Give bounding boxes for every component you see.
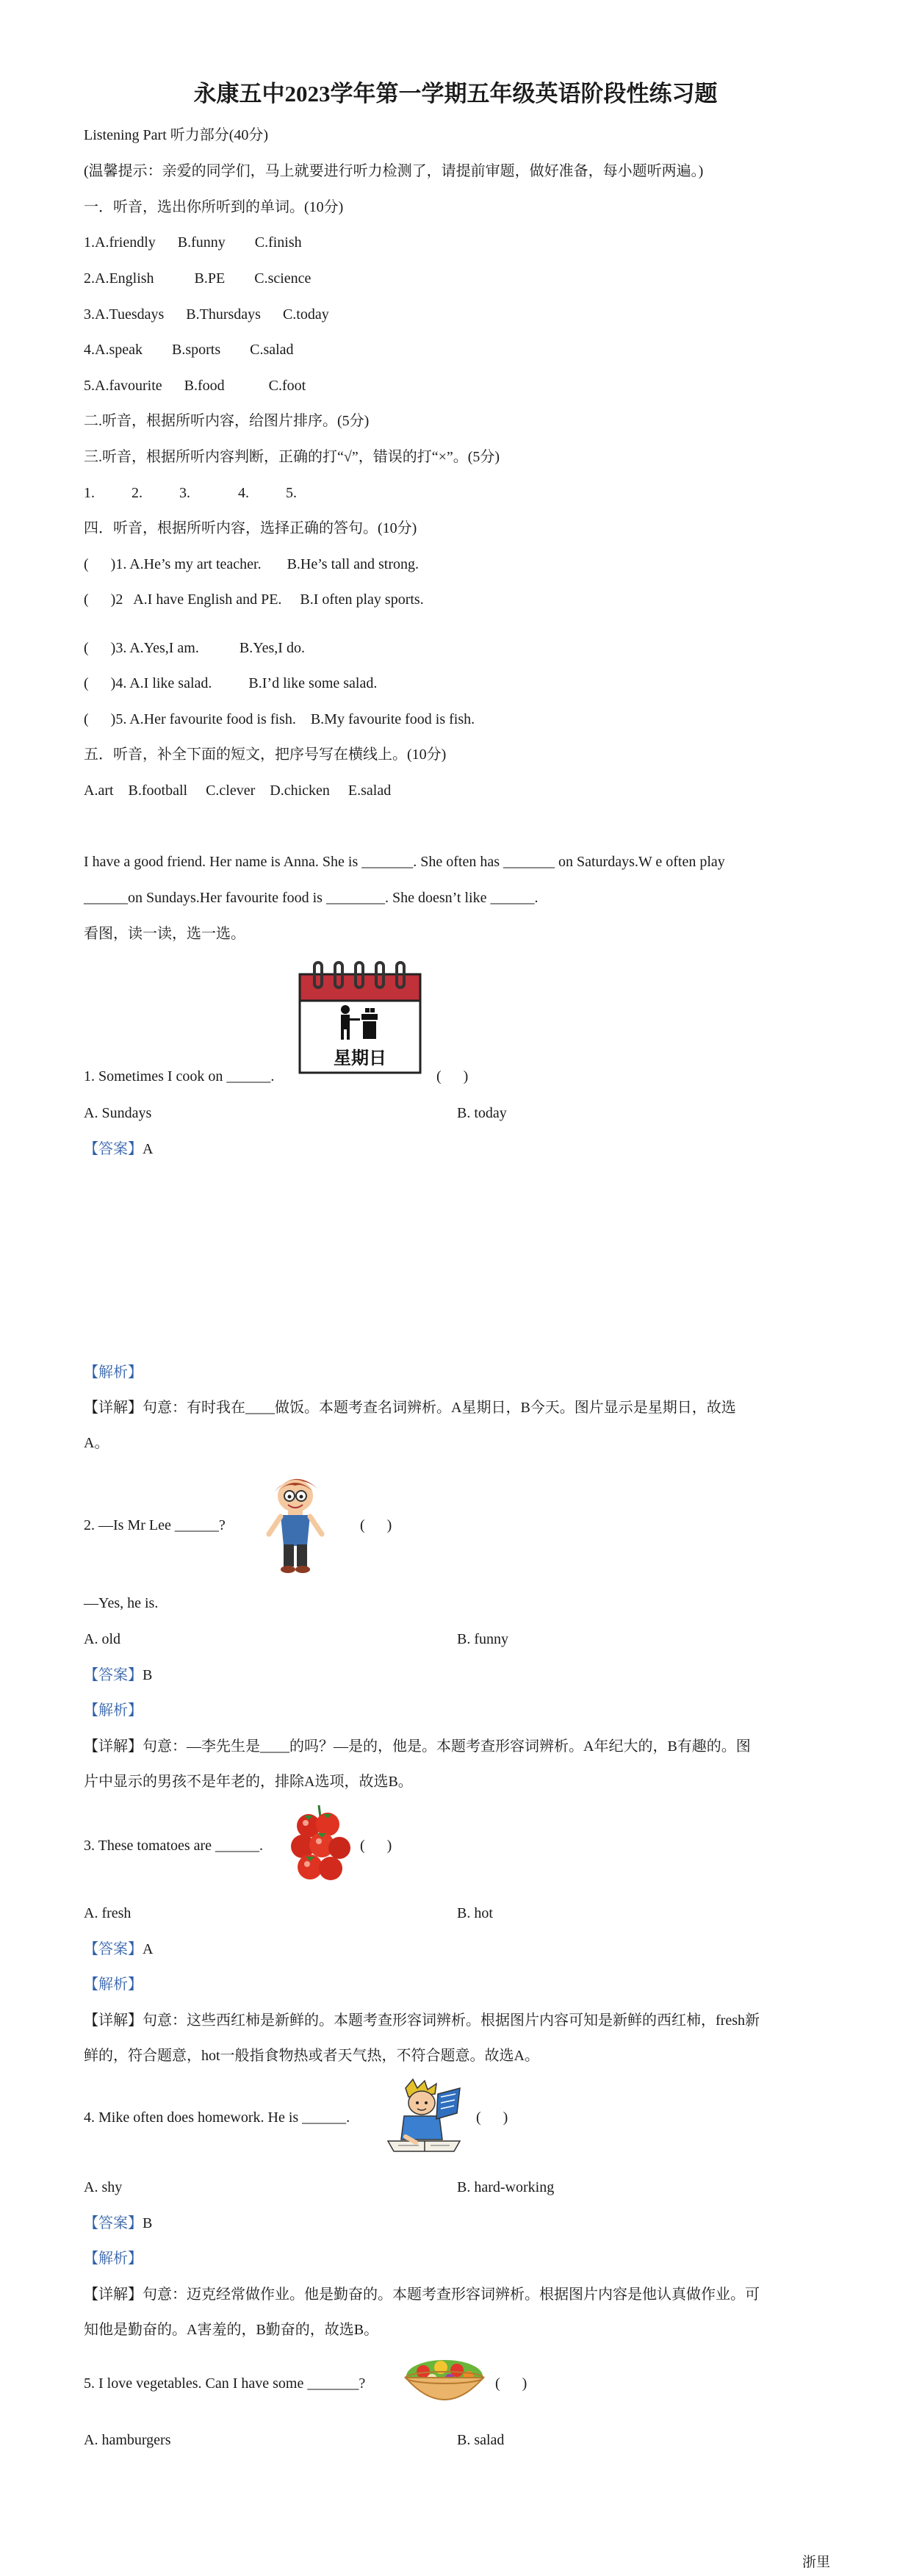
calendar-label: 星期日 xyxy=(334,1048,386,1068)
q2-detail: 句意：—李先生是____的吗？—是的，他是。本题考查形容词辨析。A年纪大的，B有趣的。图 xyxy=(143,1738,751,1755)
s1-item: 2.A.English B.PE C.science xyxy=(84,270,312,287)
section-2-title: 二.听音，根据所听内容，给图片排序。(5分) xyxy=(84,413,370,429)
s4-item: ( )5. A.Her favourite food is fish. B.My favourite food is fish. xyxy=(84,711,475,727)
calendar-sunday-image xyxy=(297,961,423,1076)
s4-item: ( )1. A.He’s my art teacher. B.He’s tall and strong. xyxy=(84,556,420,572)
q2-stem: 2. —Is Mr Lee ______? xyxy=(84,1517,226,1533)
q5-option-b: B. salad xyxy=(457,2432,505,2448)
s1-item: 3.A.Tuesdays B.Thursdays C.today xyxy=(84,306,329,323)
q1-answer: A xyxy=(143,1141,154,1157)
q4-detail: 知他是勤奋的。A害羞的，B勤奋的，故选B。 xyxy=(84,2322,379,2338)
q5-answer-paren: ( ) xyxy=(495,2375,527,2392)
detail-tag: 【详解】 xyxy=(84,2287,143,2303)
q4-option-a: A. shy xyxy=(84,2179,123,2195)
s4-item: ( )4. A.I like salad. B.I’d like some salad. xyxy=(84,675,378,691)
detail-tag: 【详解】 xyxy=(84,1400,143,1416)
passage-line: I have a good friend. Her name is Anna. She is _______. She often has _______ on Saturdays.W e often play xyxy=(84,854,725,870)
page-title: 永康五中2023学年第一学期五年级英语阶段性练习题 xyxy=(193,81,718,107)
q5-stem: 5. I love vegetables. Can I have some _______? xyxy=(84,2375,366,2392)
q2-reply: —Yes, he is. xyxy=(84,1595,159,1611)
section-3-title: 三.听音，根据所听内容判断，正确的打“√”，错误的打“×”。(5分) xyxy=(84,449,500,465)
listening-part-header: Listening Part 听力部分(40分) xyxy=(84,127,269,143)
section-3-numbers: 1. 2. 3. 4. 5. xyxy=(84,485,297,501)
q5-option-a: A. hamburgers xyxy=(84,2432,171,2448)
q2-answer: B xyxy=(143,1667,153,1683)
s4-item: ( )3. A.Yes,I am. B.Yes,I do. xyxy=(84,640,305,656)
tomatoes-image xyxy=(287,1801,353,1892)
s1-item: 5.A.favourite B.food C.foot xyxy=(84,378,306,394)
q2-option-b: B. funny xyxy=(457,1631,508,1647)
q1-detail: 句意：有时我在____做饭。本题考查名词辨析。A星期日，B今天。图片显示是星期日，故选 xyxy=(143,1400,736,1416)
answer-tag: 【答案】 xyxy=(84,2215,143,2231)
s4-item: ( )2 A.I have English and PE. B.I often play sports. xyxy=(84,591,424,608)
analysis-tag: 【解析】 xyxy=(84,1976,143,1993)
salad-bowl-image xyxy=(401,2351,488,2413)
analysis-tag: 【解析】 xyxy=(84,2251,143,2267)
q4-detail: 句意：迈克经常做作业。他是勤奋的。本题考查形容词辨析。根据图片内容是他认真做作业。可 xyxy=(143,2287,760,2303)
q1-detail: A。 xyxy=(84,1435,109,1451)
q4-answer-paren: ( ) xyxy=(476,2109,508,2126)
section-1-title: 一．听音，选出你所听到的单词。(10分) xyxy=(84,199,344,215)
q3-stem: 3. These tomatoes are ______. xyxy=(84,1838,264,1854)
footer-text: 浙里 xyxy=(802,2555,830,2570)
listening-tip: (温馨提示：亲爱的同学们，马上就要进行听力检测了，请提前审题，做好准备，每小题听两遍。) xyxy=(84,163,704,179)
q2-detail: 片中显示的男孩不是年老的，排除A选项，故选B。 xyxy=(84,1774,413,1790)
section-4-title: 四．听音，根据所听内容，选择正确的答句。(10分) xyxy=(84,520,417,536)
analysis-tag: 【解析】 xyxy=(84,1702,143,1719)
detail-tag: 【详解】 xyxy=(84,2012,143,2029)
answer-tag: 【答案】 xyxy=(84,1141,143,1157)
answer-tag: 【答案】 xyxy=(84,1941,143,1957)
q2-option-a: A. old xyxy=(84,1631,120,1647)
section-5-title: 五．听音，补全下面的短文，把序号写在横线上。(10分) xyxy=(84,746,447,763)
analysis-tag: 【解析】 xyxy=(84,1364,143,1381)
reading-header: 看图，读一读，选一选。 xyxy=(84,926,245,942)
section-5-options: A.art B.football C.clever D.chicken E.salad xyxy=(84,782,392,799)
q4-answer: B xyxy=(143,2215,153,2231)
detail-tag: 【详解】 xyxy=(84,1738,143,1755)
s1-item: 4.A.speak B.sports C.salad xyxy=(84,342,294,358)
q3-detail: 句意：这些西红柿是新鲜的。本题考查形容词辨析。根据图片内容可知是新鲜的西红柿，fresh新 xyxy=(143,2012,760,2029)
q3-option-b: B. hot xyxy=(457,1905,493,1921)
q1-stem: 1. Sometimes I cook on ______. xyxy=(84,1068,275,1084)
q1-option-a: A. Sundays xyxy=(84,1105,152,1121)
q3-answer-paren: ( ) xyxy=(360,1838,392,1854)
q3-option-a: A. fresh xyxy=(84,1905,132,1921)
passage-line: ______on Sundays.Her favourite food is ________. She doesn’t like ______. xyxy=(84,890,539,906)
q3-answer: A xyxy=(143,1941,154,1957)
q1-answer-paren: ( ) xyxy=(436,1068,469,1084)
boy-cartoon-image xyxy=(259,1467,332,1580)
q1-option-b: B. today xyxy=(457,1105,507,1121)
q3-detail: 鲜的，符合题意，hot一般指食物热或者天气热，不符合题意。故选A。 xyxy=(84,2048,539,2064)
q2-answer-paren: ( ) xyxy=(360,1517,392,1533)
boy-doing-homework-image xyxy=(384,2078,464,2156)
s1-item: 1.A.friendly B.funny C.finish xyxy=(84,234,302,251)
q4-stem: 4. Mike often does homework. He is ______. xyxy=(84,2109,350,2126)
q4-option-b: B. hard-working xyxy=(457,2179,555,2195)
answer-tag: 【答案】 xyxy=(84,1667,143,1683)
